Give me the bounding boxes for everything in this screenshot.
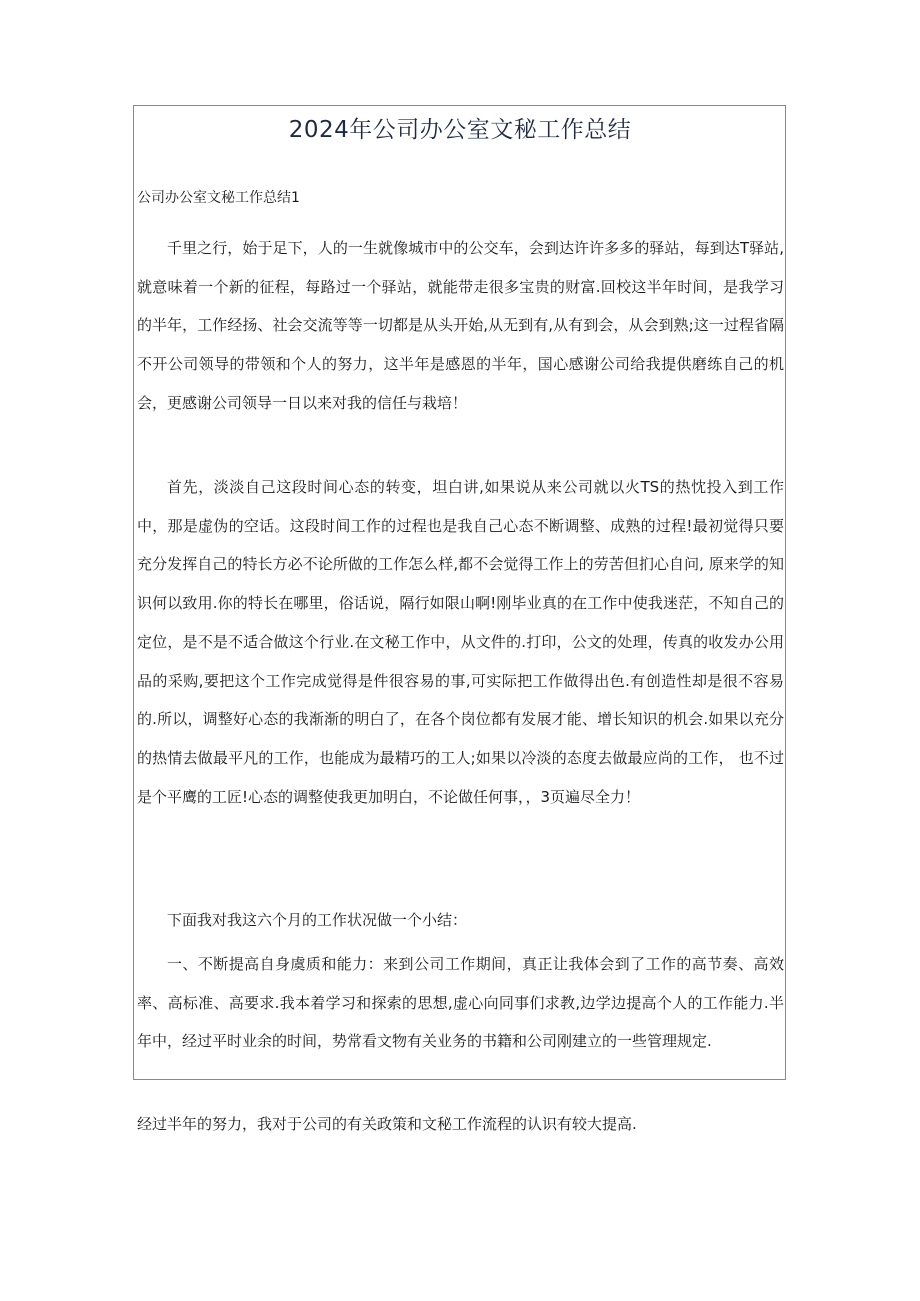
paragraph-point-one: 一、不断提高自身虞质和能力：来到公司工作期间，真正让我体会到了工作的高节奏、高效率、高标准、高要求.我本着学习和探索的思想,虚心向同事们求教,边学边提高个人的工作能力.半年中，经过平时业余的时间，势常看文物有关业务的书籍和公司刚建立的一些管理规定. xyxy=(137,955,784,1051)
document-title: 2024年公司办公室文秘工作总结 xyxy=(288,117,632,143)
paragraph-intro: 千里之行，始于足下，人的一生就像城市中的公交车，会到达许许多多的驿站，每到达T驿站,就意味着一个新的征程，每路过一个驿站，就能带走很多宝贵的财富.回校这半年时间，是我学习的半年，工作经扬、社会交流等等一切都是从头开始,从无到有,从有到会，从会到熟;这一过程省隔不开公司领导的带领和个人的努力，这半年是感恩的半年，国心感谢公司给我提供磨练自己的机会，更感谢公司领导一日以来对我的信任与栽培！ xyxy=(137,239,784,412)
continuation-text: 经过半年的努力，我对于公司的有关政策和文秘工作流程的认识有较大提高. xyxy=(137,1115,637,1133)
section-heading: 公司办公室文秘工作总结1 xyxy=(137,190,300,206)
paragraph-mindset: 首先，淡淡自己这段时间心态的转变，坦白讲,如果说从来公司就以火TS的热忱投入到工作中，那是虚伪的空话。这段时间工作的过程也是我自己心态不断调整、成熟的过程!最初觉得只要充分发挥自己的特长方必不论所做的工作怎么样,都不会觉得工作上的劳苦但扪心自问, 原来学的知识何以致用.你的特长在哪里，俗话说，隔行如限山啊!刚毕业真的在工作中使我迷茫，不知自己的定位，是不是不适合做这个行业.在文秘工作中，从文件的.打印，公文的处理，传真的收发办公用品的采购,要把这个工作完成觉得是件很容易的事,可实际把工作做得出色.有创造性却是很不容易的.所以，调整好心态的我渐渐的明白了，在各个岗位都有发展才能、增长知识的机会.如果以充分的热情去做最平凡的工作，也能成为最精巧的工人;如果以冷淡的态度去做最应尚的工作， 也不过是个平鹰的工匠!心态的调整使我更加明白，不论做任何事，，3页遍尽全力！ xyxy=(137,478,784,806)
paragraph-summary-lead: 下面我对我这六个月的工作状况做一个小结： xyxy=(167,911,468,929)
